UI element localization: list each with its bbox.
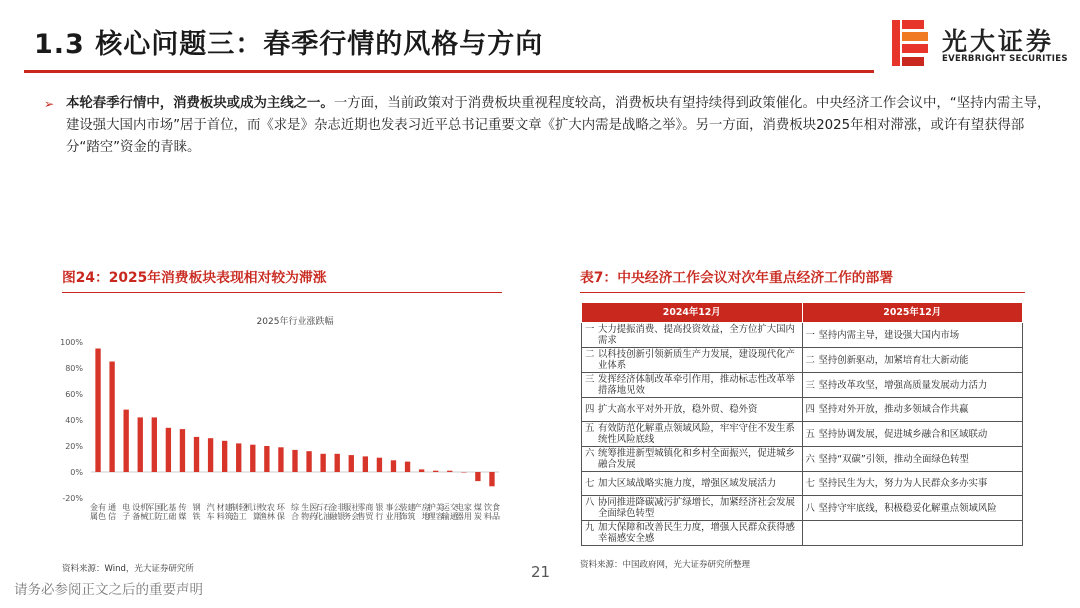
bar xyxy=(123,410,128,472)
x-category-label: 公用事业 xyxy=(385,503,402,521)
item-number: 八 xyxy=(805,502,815,514)
x-category-label: 非银金融 xyxy=(329,503,346,521)
y-tick-label: -20% xyxy=(62,494,83,503)
item-text: 坚持守牢底线，积极稳妥化解重点领域风险 xyxy=(818,502,997,514)
table-cell-2025 xyxy=(802,398,1023,422)
table-cell-2024 xyxy=(582,422,803,447)
table-cell-2025 xyxy=(802,447,1023,472)
item-text: 加大保障和改善民生力度，增强人民群众获得感幸福感安全感 xyxy=(598,522,795,544)
title-divider xyxy=(24,70,874,73)
table-caption-divider xyxy=(580,292,1025,293)
table-row xyxy=(582,496,1023,521)
bar xyxy=(95,349,100,473)
table-cell-2025 xyxy=(802,472,1023,496)
bar xyxy=(335,454,340,472)
item-number: 三 xyxy=(805,379,815,391)
bar xyxy=(320,454,325,472)
table-row xyxy=(582,323,1023,348)
item-number: 四 xyxy=(585,404,595,415)
table-cell-2024 xyxy=(582,348,803,373)
bar xyxy=(292,450,297,472)
x-category-label: 通信 xyxy=(108,503,117,521)
x-category-label: 美容护理 xyxy=(427,503,444,521)
bar xyxy=(138,417,143,472)
table-caption: 表7：中央经济工作会议对次年重点经济工作的部署 xyxy=(580,270,894,286)
x-category-label: 环保 xyxy=(276,503,285,521)
x-category-label: 煤炭 xyxy=(473,503,482,521)
page-number: 21 xyxy=(531,563,551,581)
bar xyxy=(278,447,283,472)
item-number: 六 xyxy=(585,448,595,459)
bar xyxy=(250,445,255,472)
x-category-label: 传媒 xyxy=(178,503,187,521)
table-cell-2025 xyxy=(802,373,1023,398)
figure-caption: 图24：2025年消费板块表现相对较为滞涨 xyxy=(62,270,327,286)
bar xyxy=(152,417,157,472)
item-text: 扩大高水平对外开放，稳外贸、稳外资 xyxy=(598,404,758,415)
x-category-label: 建筑装饰 xyxy=(399,503,416,521)
bar xyxy=(180,429,185,472)
bar xyxy=(363,456,368,472)
bar xyxy=(194,437,199,472)
y-tick-label: 60% xyxy=(65,390,83,399)
table-row xyxy=(582,373,1023,398)
item-number: 一 xyxy=(585,324,595,335)
table-row xyxy=(582,422,1023,447)
x-category-label: 石油石化 xyxy=(315,503,332,521)
x-category-label: 农林牧渔 xyxy=(258,503,275,521)
table-row xyxy=(582,521,1023,546)
x-category-label: 房地产 xyxy=(413,503,430,521)
table-header-2025: 2025年12月 xyxy=(802,303,1023,323)
item-text: 有效防范化解重点领域风险，牢牢守住不发生系统性风险底线 xyxy=(598,423,795,445)
table-row xyxy=(582,348,1023,373)
table-cell-2025 xyxy=(802,496,1023,521)
table-cell-2025 xyxy=(802,521,1023,546)
item-text: 坚持改革攻坚，增强高质量发展动力活力 xyxy=(818,379,988,391)
bar xyxy=(264,446,269,472)
table-row xyxy=(582,398,1023,422)
bar xyxy=(222,441,227,472)
table-cell-2024 xyxy=(582,398,803,422)
bullet-paragraph xyxy=(44,93,1054,159)
bar xyxy=(475,472,480,481)
x-category-label: 计算机 xyxy=(244,503,261,521)
bar xyxy=(447,471,452,472)
x-category-label: 银行 xyxy=(375,503,384,521)
bar xyxy=(306,451,311,472)
industry-return-bar-chart xyxy=(55,306,505,556)
x-category-label: 汽车 xyxy=(206,503,215,521)
bar xyxy=(109,362,114,473)
x-category-label: 钢铁 xyxy=(192,503,201,521)
table-cell-2024 xyxy=(582,323,803,348)
item-text: 协同推进降碳减污扩绿增长，加紧经济社会发展全面绿色转型 xyxy=(598,497,795,519)
y-tick-label: 40% xyxy=(65,416,83,425)
y-tick-label: 0% xyxy=(70,468,83,477)
item-number: 七 xyxy=(805,478,815,489)
bar xyxy=(166,428,171,472)
bar xyxy=(419,469,424,472)
bar xyxy=(433,471,438,472)
x-category-label: 社会服务 xyxy=(343,503,360,521)
table-cell-2024 xyxy=(582,447,803,472)
item-number: 二 xyxy=(805,354,815,366)
x-category-label: 医药生物 xyxy=(301,503,318,521)
bullet-bold-lead: 本轮春季行情中，消费板块或成为主线之一。 xyxy=(66,96,334,111)
chart-title: 2025年行业涨跌幅 xyxy=(256,317,334,327)
x-category-label: 食品饮料 xyxy=(483,503,500,521)
item-text: 以科技创新引领新质生产力发展，建设现代化产业体系 xyxy=(598,349,795,371)
table-cell-2025 xyxy=(802,348,1023,373)
item-number: 二 xyxy=(585,349,595,360)
bar xyxy=(349,455,354,472)
bar xyxy=(489,472,494,486)
item-number: 四 xyxy=(805,404,815,415)
table-row xyxy=(582,447,1023,472)
item-number: 一 xyxy=(805,329,815,341)
bar xyxy=(391,460,396,472)
figure-source: 资料来源：Wind，光大证券研究所 xyxy=(62,564,194,574)
item-text: 加大区域战略实施力度，增强区域发展活力 xyxy=(598,478,777,489)
item-text: 坚持创新驱动，加紧培育壮大新动能 xyxy=(818,354,969,366)
item-text: 坚持民生为大，努力为人民群众多办实事 xyxy=(818,478,988,489)
table-cell-2024 xyxy=(582,496,803,521)
table-cell-2024 xyxy=(582,472,803,496)
table-cell-2025 xyxy=(802,422,1023,447)
item-text: 坚持内需主导，建设强大国内市场 xyxy=(818,329,960,341)
x-category-label: 电子 xyxy=(122,503,131,521)
economic-work-table xyxy=(581,302,1023,546)
item-text: 坚持协调发展，促进城乡融合和区域联动 xyxy=(818,428,988,440)
everbright-logo-icon xyxy=(892,20,928,66)
footer-disclaimer: 请务必参阅正文之后的重要声明 xyxy=(14,582,203,598)
bar xyxy=(377,458,382,472)
item-number: 三 xyxy=(585,374,595,385)
table-source: 资料来源：中国政府网，光大证券研究所整理 xyxy=(580,560,751,570)
item-text: 大力提振消费、提高投资效益，全方位扩大国内需求 xyxy=(598,324,795,346)
table-header-row xyxy=(582,303,1023,323)
page-title: 1.3 核心问题三：春季行情的风格与方向 xyxy=(34,29,544,60)
item-text: 发挥经济体制改革牵引作用，推动标志性改革举措落地见效 xyxy=(598,374,795,396)
logo-english-name: EVERBRIGHT SECURITIES xyxy=(942,54,1068,64)
x-category-label: 商贸零售 xyxy=(357,503,374,521)
brand-logo xyxy=(892,18,1068,68)
item-number: 五 xyxy=(805,428,815,440)
table-cell-2024 xyxy=(582,521,803,546)
x-category-label: 国防军工 xyxy=(146,503,163,521)
x-category-label: 轻工制造 xyxy=(230,503,247,521)
x-category-label: 基础化工 xyxy=(160,503,177,521)
item-text: 统筹推进新型城镇化和乡村全面振兴，促进城乡融合发展 xyxy=(598,448,795,470)
figure-caption-divider xyxy=(62,292,502,293)
item-number: 五 xyxy=(585,423,595,434)
bar xyxy=(405,462,410,472)
item-number: 九 xyxy=(585,522,595,533)
x-category-label: 机械设备 xyxy=(132,503,149,521)
bullet-text xyxy=(44,93,1054,159)
bar xyxy=(461,472,466,473)
y-tick-label: 20% xyxy=(65,442,83,451)
y-tick-label: 100% xyxy=(60,338,83,347)
item-text: 坚持对外开放，推动多领域合作共赢 xyxy=(818,404,969,415)
logo-chinese-name: 光大证券 xyxy=(942,27,1055,56)
bar xyxy=(236,443,241,472)
bullet-body: 一方面，当前政策对于消费板块重视程度较高，消费板块有望持续得到政策催化。中央经济工作会议中，“坚持内需主导，建设强大国内市场”居于首位，而《求是》杂志近期也发表习近平总书记重要文章《扩大内需是战略之举》。另一方面，消费板块2025年相对滞涨，或许有望获得部分“踏空”资金的青睐。 xyxy=(66,96,1051,155)
x-category-label: 建筑材料 xyxy=(216,503,233,521)
x-category-label: 有色金属 xyxy=(90,503,107,521)
item-number: 八 xyxy=(585,497,595,508)
item-text: 坚持“双碳”引领，推动全面绿色转型 xyxy=(818,453,969,465)
x-category-label: 综合 xyxy=(291,503,299,521)
table-cell-2025 xyxy=(802,323,1023,348)
table-cell-2024 xyxy=(582,373,803,398)
y-tick-label: 80% xyxy=(65,364,83,373)
item-number: 六 xyxy=(805,453,815,465)
item-number: 七 xyxy=(585,478,595,489)
x-category-label: 家用电器 xyxy=(455,503,472,521)
bar xyxy=(208,438,213,472)
table-header-2024: 2024年12月 xyxy=(582,303,803,323)
x-category-label: 交通运输 xyxy=(441,503,458,521)
bullet-arrow-icon: ➢ xyxy=(44,97,55,111)
table-row xyxy=(582,472,1023,496)
